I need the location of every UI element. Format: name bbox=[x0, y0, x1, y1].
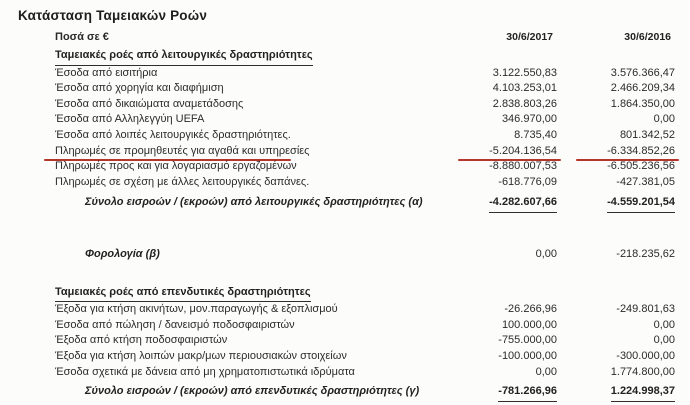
row-label: Έσοδα από εισιτήρια bbox=[55, 66, 158, 79]
row-value-2016: 3.576.366,47 bbox=[610, 66, 675, 79]
table-row bbox=[55, 97, 675, 113]
row-label: Πληρωμές προς και για λογαριασμό εργαζομένων bbox=[55, 160, 297, 173]
row-label: Έσοδα από χορηγία και διαφήμιση bbox=[55, 82, 224, 95]
column-header-row bbox=[55, 30, 675, 46]
column-header-2016: 30/6/2016 bbox=[624, 31, 671, 43]
row-value-2017: -100.000,00 bbox=[498, 349, 557, 362]
table-row bbox=[55, 333, 675, 349]
section-header-operating: Ταμειακές ροές από λειτουργικές δραστηριότητες bbox=[55, 48, 313, 66]
column-header-2017: 30/6/2017 bbox=[506, 31, 553, 43]
row-label: Έσοδα από δικαιώματα αναμετάδοσης bbox=[55, 97, 244, 110]
tax-row bbox=[55, 247, 675, 263]
row-value-2017: 8.735,40 bbox=[514, 128, 557, 141]
row-value-2016: 801.342,52 bbox=[619, 128, 675, 141]
table-row bbox=[55, 112, 675, 128]
row-label: Έσοδα από Αλληλεγγύη UEFA bbox=[55, 113, 205, 126]
investing-total-row bbox=[55, 384, 675, 402]
row-value-2017: 100.000,00 bbox=[501, 318, 557, 331]
tax-value-2016: -218.235,62 bbox=[616, 247, 675, 260]
row-value-2016: 0,00 bbox=[653, 113, 675, 126]
row-value-2016: -6.505.236,56 bbox=[607, 160, 675, 173]
total-label: Σύνολο εισροών / (εκροών) από επενδυτικές δραστηριότητες (γ) bbox=[85, 385, 420, 398]
row-value-2017: 4.103.253,01 bbox=[492, 82, 557, 95]
row-value-2017: -26.266,96 bbox=[504, 303, 557, 316]
unit-label: Ποσά σε € bbox=[55, 31, 109, 43]
row-value-2016: 0,00 bbox=[653, 318, 675, 331]
row-label: Πληρωμές σε σχέση με άλλες λειτουργικές δαπάνες. bbox=[55, 175, 310, 188]
table-row bbox=[55, 159, 675, 175]
page-title: Κατάσταση Ταμειακών Ροών bbox=[18, 8, 208, 23]
total-value-2016: 1.224.998,37 bbox=[557, 384, 675, 402]
row-value-2017: 346.970,00 bbox=[501, 113, 557, 126]
table-row-annotated bbox=[55, 144, 675, 160]
total-value-2017: -781.266,96 bbox=[439, 384, 557, 402]
row-value-2017: 3.122.550,83 bbox=[492, 66, 557, 79]
total-value-2016: -4.559.201,54 bbox=[557, 195, 675, 213]
row-value-2016: 2.466.209,34 bbox=[610, 82, 675, 95]
section-header-investing: Ταμειακές ροές από επενδυτικές δραστηριότητες bbox=[55, 285, 311, 303]
row-value-2017: -5.204.136,54 bbox=[439, 144, 557, 160]
table-row bbox=[55, 128, 675, 144]
row-value-2017: 0,00 bbox=[535, 365, 557, 378]
cash-flow-table bbox=[55, 30, 675, 402]
tax-label: Φορολογία (β) bbox=[85, 247, 160, 260]
row-label: Έσοδα από πώληση / δανεισμό ποδοσφαιριστών bbox=[55, 318, 295, 331]
table-row bbox=[55, 66, 675, 82]
total-value-2017: -4.282.607,66 bbox=[439, 195, 557, 213]
row-value-2016: -300.000,00 bbox=[616, 349, 675, 362]
row-value-2016: 1.774.800,00 bbox=[610, 365, 675, 378]
row-label: Έξοδα για κτήση ακινήτων, μον.παραγωγής & εξοπλισμού bbox=[55, 303, 338, 316]
table-row bbox=[55, 349, 675, 365]
row-value-2017: 2.838.803,26 bbox=[492, 97, 557, 110]
row-value-2017: -618.776,09 bbox=[498, 175, 557, 188]
tax-value-2017: 0,00 bbox=[535, 247, 557, 260]
row-value-2017: -755.000,00 bbox=[498, 334, 557, 347]
table-row bbox=[55, 81, 675, 97]
total-label: Σύνολο εισροών / (εκροών) από λειτουργικές δραστηριότητες (α) bbox=[85, 196, 423, 209]
row-value-2016: 1.864.350,00 bbox=[610, 97, 675, 110]
row-value-2016: -6.334.852,26 bbox=[557, 144, 675, 160]
row-label: Έσοδα από λοιπές λειτουργικές δραστηριότητες. bbox=[55, 128, 291, 141]
table-row bbox=[55, 318, 675, 334]
row-value-2016: 0,00 bbox=[653, 334, 675, 347]
operating-total-row bbox=[55, 195, 675, 213]
row-label: Έξοδα από κτήση ποδοσφαιριστών bbox=[55, 334, 228, 347]
row-value-2016: -427.381,05 bbox=[616, 175, 675, 188]
table-row bbox=[55, 365, 675, 381]
row-value-2016: -249.801,63 bbox=[616, 303, 675, 316]
section-header-investing-row bbox=[55, 285, 675, 303]
row-label: Έξοδα για κτήση λοιπών μακρ/μων περιουσιακών στοιχείων bbox=[55, 349, 347, 362]
row-value-2017: -8.880.007,53 bbox=[489, 160, 557, 173]
row-label: Έσοδα σχετικά με δάνεια από μη χρηματοπιστωτικά ιδρύματα bbox=[55, 365, 355, 378]
table-row bbox=[55, 302, 675, 318]
section-header-operating-row bbox=[55, 48, 675, 66]
row-label: Πληρωμές σε προμηθευτές για αγαθά και υπηρεσίες bbox=[55, 144, 439, 160]
table-row bbox=[55, 175, 675, 191]
